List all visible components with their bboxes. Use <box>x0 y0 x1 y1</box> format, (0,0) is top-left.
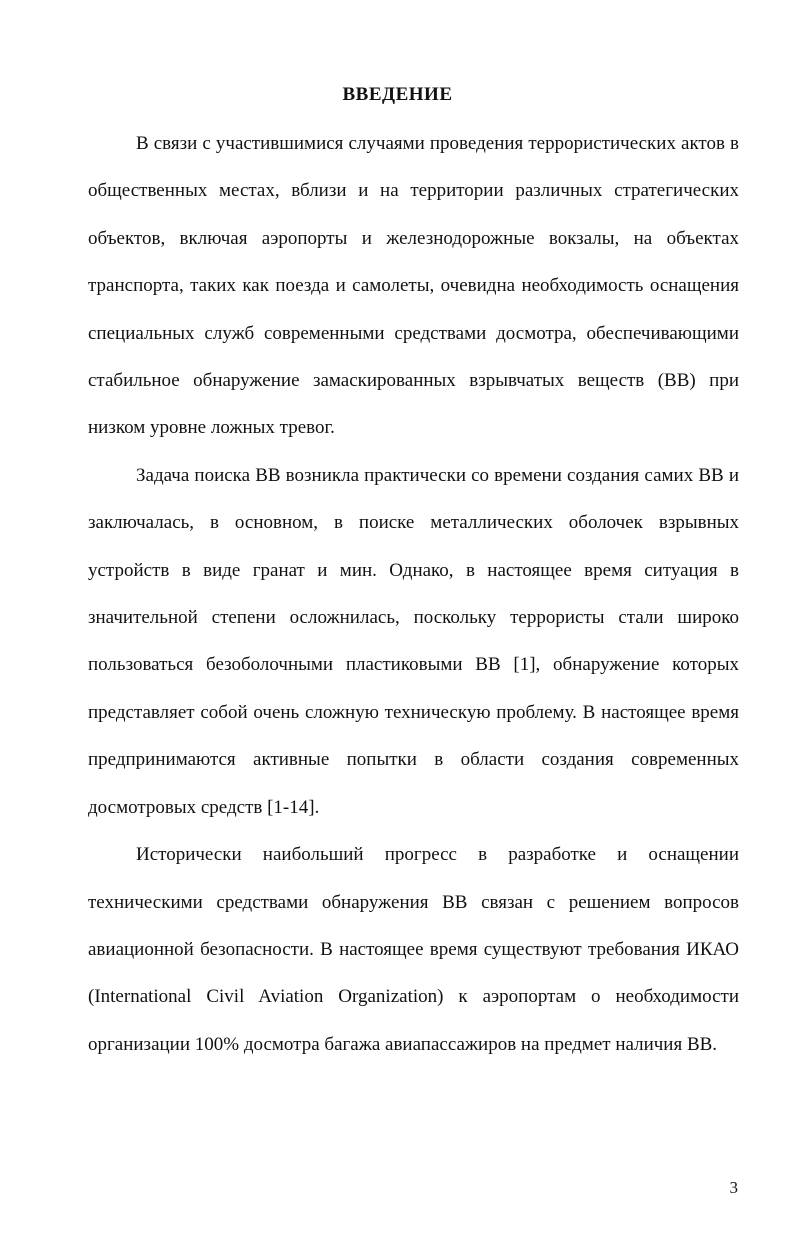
document-body <box>88 120 739 1068</box>
page-number: 3 <box>729 1178 738 1197</box>
paragraph-3: Исторически наибольший прогресс в разработке и оснащении техническими средствами обнаружения ВВ связан с решением вопросов авиационной безопасности. В настоящее время существуют требования ИКАО (International Civil Aviation Organization) к аэропортам о необходимости организации 100% досмотра багажа авиапассажиров на предмет наличия ВВ. <box>88 844 739 1055</box>
paragraph-2: Задача поиска ВВ возникла практически со времени создания самих ВВ и заключалась, в основном, в поиске металлических оболочек взрывных устройств в виде гранат и мин. Однако, в настоящее время ситуация в значительной степени осложнилась, поскольку террористы стали широко пользоваться безоболочными пластиковыми ВВ [1], обнаружение которых представляет собой очень сложную техническую проблему. В настоящее время предпринимаются активные попытки в области создания современных досмотровых средств [1-14]. <box>88 464 739 818</box>
paragraph-1: В связи с участившимися случаями проведения террористических актов в общественных местах, вблизи и на территории различных стратегических объектов, включая аэропорты и железнодорожные вокзалы, на объектах транспорта, таких как поезда и самолеты, очевидна необходимость оснащения специальных служб современными средствами досмотра, обеспечивающими стабильное обнаружение замаскированных взрывчатых веществ (ВВ) при низком уровне ложных тревог. <box>88 133 739 439</box>
page-title: ВВЕДЕНИЕ <box>342 84 453 105</box>
